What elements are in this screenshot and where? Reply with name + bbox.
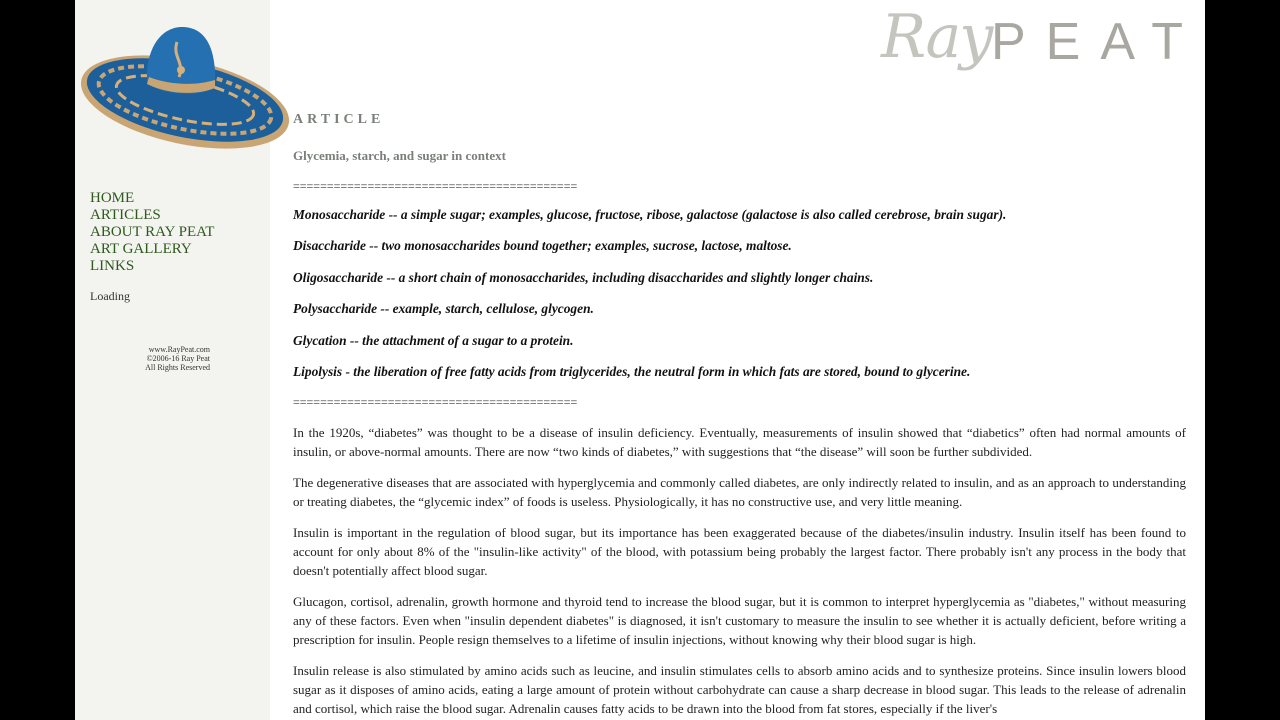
credits-site: www.RayPeat.com	[148, 345, 210, 354]
article-paragraph: Glucagon, cortisol, adrenalin, growth hormone and thyroid tend to increase the blood sugar, but it is common to interpret hyperglycemia as "diabetes," without measuring any of these factors. Even when "insulin dependent diabetes" is diagnosed, it isn't customary to measure the insulin to see whether it is actually deficient, before writing a prescription for insulin. People resign themselves to a lifetime of insulin injections, without knowing why their blood sugar is high.	[293, 594, 1186, 648]
divider-rule: ==========================================	[293, 395, 578, 410]
nav-about-link[interactable]: ABOUT RAY PEAT	[90, 224, 215, 240]
definition-item: Monosaccharide -- a simple sugar; examples, glucose, fructose, ribose, galactose (galactose is also called cerebrose, brain sugar).	[293, 207, 1007, 222]
section-label: ARTICLE	[293, 112, 385, 127]
credits-rights: All Rights Reserved	[145, 363, 210, 372]
divider-rule: ==========================================	[293, 179, 578, 193]
definition-item: Oligosaccharide -- a short chain of monosaccharides, including disaccharides and slightly longer chains.	[293, 269, 874, 285]
definition-item: Polysaccharide -- example, starch, cellulose, glycogen.	[293, 301, 594, 317]
definition-item: Glycation -- the attachment of a sugar to a protein.	[293, 332, 574, 348]
main-nav	[90, 190, 214, 275]
article-paragraph: Insulin release is also stimulated by amino acids such as leucine, and insulin stimulates cells to absorb amino acids and to synthesize proteins. Since insulin lowers blood sugar as it disposes of amino acids, eating a large amount of protein without carbohydrate can cause a sharp decrease in blood sugar. This leads to the release of adrenalin and cortisol, which raise the blood sugar. Adrenalin causes fatty acids to be drawn into the blood from fat stores, especially if the liver's	[293, 663, 1186, 717]
nav-links-link[interactable]: LINKS	[90, 258, 135, 274]
article-paragraph: The degenerative diseases that are associated with hyperglycemia and commonly called diabetes, are only indirectly related to insulin, and as an approach to understanding or treating diabetes, the “glycemic index” of foods is useless. Physiologically, it has no constructive use, and very little meaning.	[293, 475, 1186, 510]
loading-text: Loading	[90, 289, 130, 303]
logo-caps: PEAT	[991, 13, 1203, 71]
article-content	[293, 112, 1186, 718]
definition-item: Lipolysis - the liberation of free fatty acids from triglycerides, the neutral form in which fats are stored, bound to glycerine.	[293, 363, 971, 379]
site-logo[interactable]	[881, 2, 1203, 92]
credits-copyright: ©2006-16 Ray Peat	[146, 354, 210, 363]
article-paragraph: In the 1920s, “diabetes” was thought to be a disease of insulin deficiency. Eventually, measurements of insulin showed that “diabetics” often had normal amounts of insulin, or above-normal amounts. There are now “two kinds of diabetes,” with suggestions that “the disease” will soon be further subdivided.	[293, 425, 1186, 460]
article-title: Glycemia, starch, and sugar in context	[293, 148, 506, 163]
article-paragraph: Insulin is important in the regulation of blood sugar, but its importance has been exaggerated because of the diabetes/insulin industry. Insulin itself has been found to account for only about 8% of the "insulin-like activity" of the blood, with potassium being probably the largest factor. There probably isn't any process in the body that doesn't potentially affect blood sugar.	[293, 525, 1186, 579]
nav-articles-link[interactable]: ARTICLES	[90, 207, 161, 223]
sidebar	[75, 0, 270, 720]
nav-home-link[interactable]: HOME	[90, 190, 135, 206]
definition-item: Disaccharide -- two monosaccharides bound together; examples, sucrose, lactose, maltose.	[293, 238, 792, 254]
page	[75, 0, 1205, 720]
site-credits	[115, 345, 210, 372]
logo-script: Ray	[881, 2, 992, 72]
sombrero-image	[77, 22, 293, 152]
definitions-list	[293, 207, 1186, 395]
nav-art-gallery-link[interactable]: ART GALLERY	[90, 241, 192, 257]
